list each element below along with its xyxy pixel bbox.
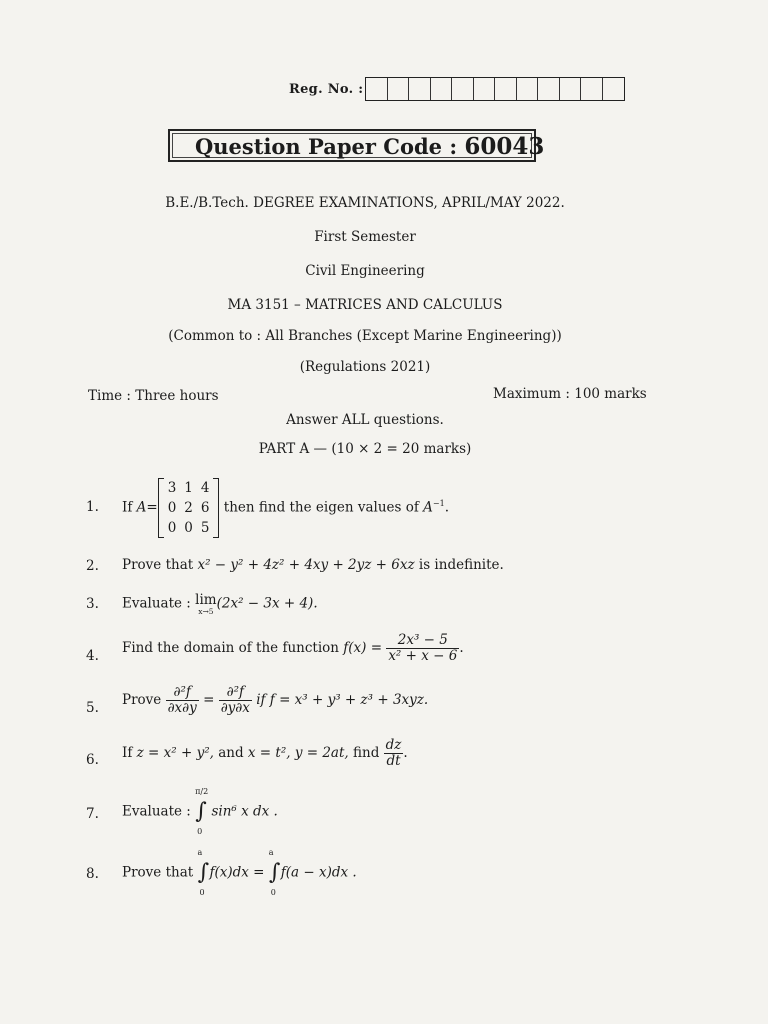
- matrix-cell: 3: [167, 480, 177, 496]
- q1-eq: =: [146, 499, 158, 516]
- question-1: [122, 478, 449, 538]
- integral-sign: a ∫ 0: [197, 848, 210, 897]
- q5-rhs-den: ∂y∂x: [220, 700, 250, 716]
- q8-pre: Prove that: [122, 864, 194, 881]
- question-number: 4.: [86, 648, 99, 664]
- semester: First Semester: [314, 229, 416, 245]
- q1-var: A: [136, 499, 147, 516]
- matrix-cell: 1: [184, 480, 193, 496]
- question-8: [122, 848, 357, 897]
- q1-target-sup: −1: [432, 499, 445, 508]
- instruction: Answer ALL questions.: [286, 412, 444, 428]
- question-2: [122, 557, 504, 573]
- q1-post: then find the eigen values of: [223, 499, 419, 516]
- reg-no-digit-box[interactable]: [603, 78, 625, 100]
- q5-lhs-den: ∂x∂y: [167, 700, 197, 716]
- common-note: (Common to : All Branches (Except Marine Engineering)): [168, 328, 562, 344]
- question-number: 2.: [86, 558, 99, 574]
- q2-pre: Prove that: [122, 557, 194, 573]
- q6-derivative: [384, 738, 404, 769]
- lower-limit: 0: [270, 888, 276, 897]
- question-4: [122, 633, 464, 664]
- q3-expr: (2x² − 3x + 4).: [216, 595, 318, 612]
- reg-no-digit-box[interactable]: [409, 78, 431, 100]
- reg-no-digit-box[interactable]: [517, 78, 539, 100]
- question-number: 7.: [86, 806, 99, 822]
- part-a-heading: PART A — (10 × 2 = 20 marks): [258, 441, 472, 457]
- paper-code: [195, 133, 544, 160]
- q6-pre: If: [122, 745, 133, 761]
- lim-sub: x→5: [198, 607, 214, 616]
- reg-no-digit-box[interactable]: [474, 78, 496, 100]
- question-number: 1.: [86, 499, 99, 515]
- question-6: [122, 738, 408, 769]
- subject: MA 3151 – MATRICES AND CALCULUS: [227, 297, 503, 313]
- paper-code-label: Question Paper Code :: [195, 134, 458, 159]
- q4-denom: x² + x − 6: [388, 648, 458, 664]
- lim-word: lim: [195, 592, 217, 608]
- matrix-a: [158, 478, 220, 538]
- lower-limit: 0: [199, 888, 205, 897]
- question-5: [122, 685, 428, 716]
- lower-limit: 0: [197, 827, 203, 836]
- q6-and: and: [218, 745, 244, 761]
- question-3: [122, 592, 318, 616]
- q6-expr2: x = t², y = 2at,: [247, 745, 349, 761]
- regulations: (Regulations 2021): [299, 359, 431, 375]
- q6-dden: dt: [386, 753, 401, 769]
- q4-numer: 2x³ − 5: [386, 633, 459, 649]
- upper-limit: a: [197, 848, 203, 857]
- q4-fx: f(x) =: [343, 640, 383, 656]
- reg-no-digit-box[interactable]: [538, 78, 560, 100]
- upper-limit: a: [268, 848, 274, 857]
- q6-dnum: dz: [385, 737, 402, 753]
- q1-end: .: [444, 499, 449, 516]
- matrix-cell: 0: [184, 520, 193, 536]
- reg-no-digit-box[interactable]: [560, 78, 582, 100]
- q5-pre: Prove: [122, 692, 162, 708]
- q4-end: .: [459, 640, 464, 656]
- matrix-cell: 0: [167, 520, 177, 536]
- q5-lhs-num: ∂²f: [166, 685, 199, 701]
- branch: Civil Engineering: [305, 263, 425, 279]
- reg-no-label: Reg. No. :: [289, 82, 364, 97]
- q4-fraction: [386, 633, 459, 664]
- q5-eq: =: [203, 692, 215, 708]
- matrix-cell: 5: [200, 520, 210, 536]
- limit: [195, 592, 216, 616]
- integral-sign: a ∫ 0: [268, 848, 281, 897]
- question-number: 8.: [86, 866, 99, 882]
- exam-title: B.E./B.Tech. DEGREE EXAMINATIONS, APRIL/MAY 2022.: [165, 195, 565, 211]
- q5-rhs-num: ∂²f: [219, 685, 252, 701]
- q1-pre: If: [122, 499, 133, 516]
- matrix-cell: 4: [200, 480, 210, 496]
- question-number: 5.: [86, 700, 99, 716]
- q6-expr1: z = x² + y²,: [136, 745, 214, 761]
- q5-rhs: [219, 685, 252, 716]
- q7-pre: Evaluate :: [122, 803, 191, 820]
- q2-post: is indefinite.: [418, 557, 504, 573]
- question-number: 3.: [86, 596, 99, 612]
- q7-integrand: sin⁶ x dx .: [211, 803, 278, 820]
- q6-end: .: [403, 745, 408, 761]
- q6-find: find: [353, 745, 380, 761]
- reg-no-boxes[interactable]: [365, 77, 625, 101]
- reg-no-digit-box[interactable]: [452, 78, 474, 100]
- q2-expr: x² − y² + 4z² + 4xy + 2yz + 6xz: [197, 557, 415, 573]
- paper-code-number: 60043: [464, 133, 545, 160]
- question-number: 6.: [86, 752, 99, 768]
- reg-no-digit-box[interactable]: [495, 78, 517, 100]
- matrix-cell: 0: [167, 500, 177, 516]
- matrix-cell: 2: [184, 500, 193, 516]
- q5-cond: if f = x³ + y³ + z³ + 3xyz.: [256, 692, 429, 708]
- time-allowed: Time : Three hours: [88, 388, 219, 404]
- q3-pre: Evaluate :: [122, 595, 191, 612]
- upper-limit: π/2: [195, 787, 209, 796]
- reg-no-digit-box[interactable]: [388, 78, 410, 100]
- q8-lhs: f(x)dx =: [209, 864, 265, 881]
- matrix-cell: 6: [200, 500, 210, 516]
- reg-no-digit-box[interactable]: [431, 78, 453, 100]
- reg-no-digit-box[interactable]: [366, 78, 388, 100]
- reg-no-digit-box[interactable]: [581, 78, 603, 100]
- question-7: [122, 787, 278, 836]
- maximum-marks: Maximum : 100 marks: [493, 386, 647, 402]
- q4-pre: Find the domain of the function: [122, 640, 339, 656]
- integral-sign: π/2 ∫ 0: [195, 787, 209, 836]
- q1-target: A: [423, 499, 433, 516]
- q8-rhs: f(a − x)dx .: [280, 864, 357, 881]
- q5-lhs: [166, 685, 199, 716]
